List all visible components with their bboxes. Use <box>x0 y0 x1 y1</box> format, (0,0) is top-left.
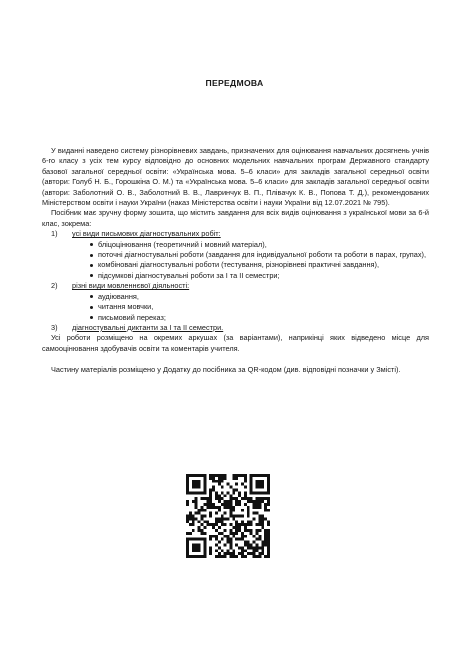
list-label: різні види мовленнєвої діяльності: <box>72 281 190 291</box>
bullet-icon <box>90 306 93 309</box>
bullet-icon <box>90 316 93 319</box>
list-label: усі види письмових діагностувальних робіт: <box>72 229 221 239</box>
bullet-item: письмовий переказ; <box>42 313 429 323</box>
intro-paragraph: У виданні наведено систему різнорівневих завдань, призначених для оцінювання навчальних досягнень учнів 6-го класу з усіх тем курсу відповідно до основних модельних навчальних програм Державного стандарту базової загальної середньої освіти: «Українська мова. 5–6 класи» для закладів загальної середньої освіти (автори: Голуб Н. Б., Горошкіна О. М.) та «Українська мова. 5–6 класи» для закладів загальної середньої освіти (автори: Заболотний О. В., Заболотний В. В., Лавринчук В. П., Плівачук К. В., Попова Т. Д.), рекомендованих Міністерством освіти і науки України (наказ Міністерства освіти і науки України від 12.07.2021 № 795). <box>42 146 429 208</box>
bullet-icon <box>90 274 93 277</box>
list-number: 3) <box>51 322 58 332</box>
qr-note: Частину матеріалів розміщено у Додатку до посібника за QR-кодом (див. відповідні позначки у Змісті). <box>51 364 401 374</box>
list-label: діагностувальні диктанти за І та ІІ семестри. <box>72 322 224 332</box>
list-item <box>42 229 429 281</box>
closing-paragraph: Усі роботи розміщено на окремих аркушах (за варіантами), наприкінці яких відведено місце для самооцінювання здобувачів освіти та коментарів учителя. <box>42 333 429 353</box>
bullet-item: поточні діагностувальні роботи (завдання для індивідуальної роботи та роботи в парах, групах), <box>42 250 429 260</box>
lead-paragraph: Посібник має зручну форму зошита, що містить завдання для всіх видів оцінювання з української мови за 6-й клас, зокрема: <box>42 208 429 228</box>
preface-body <box>42 146 429 375</box>
bullet-item: підсумкові діагностувальні роботи за І та ІІ семестри; <box>42 271 429 281</box>
bullet-item: читання мовчки, <box>42 302 429 312</box>
list-number: 1) <box>51 229 58 239</box>
bullet-item: комбіновані діагностувальні роботи (тестування, різнорівневі практичні завдання), <box>42 260 429 270</box>
list-item <box>42 281 429 323</box>
qr-code-icon[interactable] <box>186 474 270 558</box>
bullet-icon <box>90 264 93 267</box>
bullet-icon <box>90 254 93 257</box>
list-number: 2) <box>51 281 58 291</box>
list-item <box>42 323 429 333</box>
bullet-icon <box>90 243 93 246</box>
page-title: ПЕРЕДМОВА <box>205 78 264 88</box>
bullet-item: бліцоцінювання (теоретичний і мовний матеріал), <box>42 240 429 250</box>
bullet-icon <box>90 295 93 298</box>
bullet-item: аудіювання, <box>42 292 429 302</box>
